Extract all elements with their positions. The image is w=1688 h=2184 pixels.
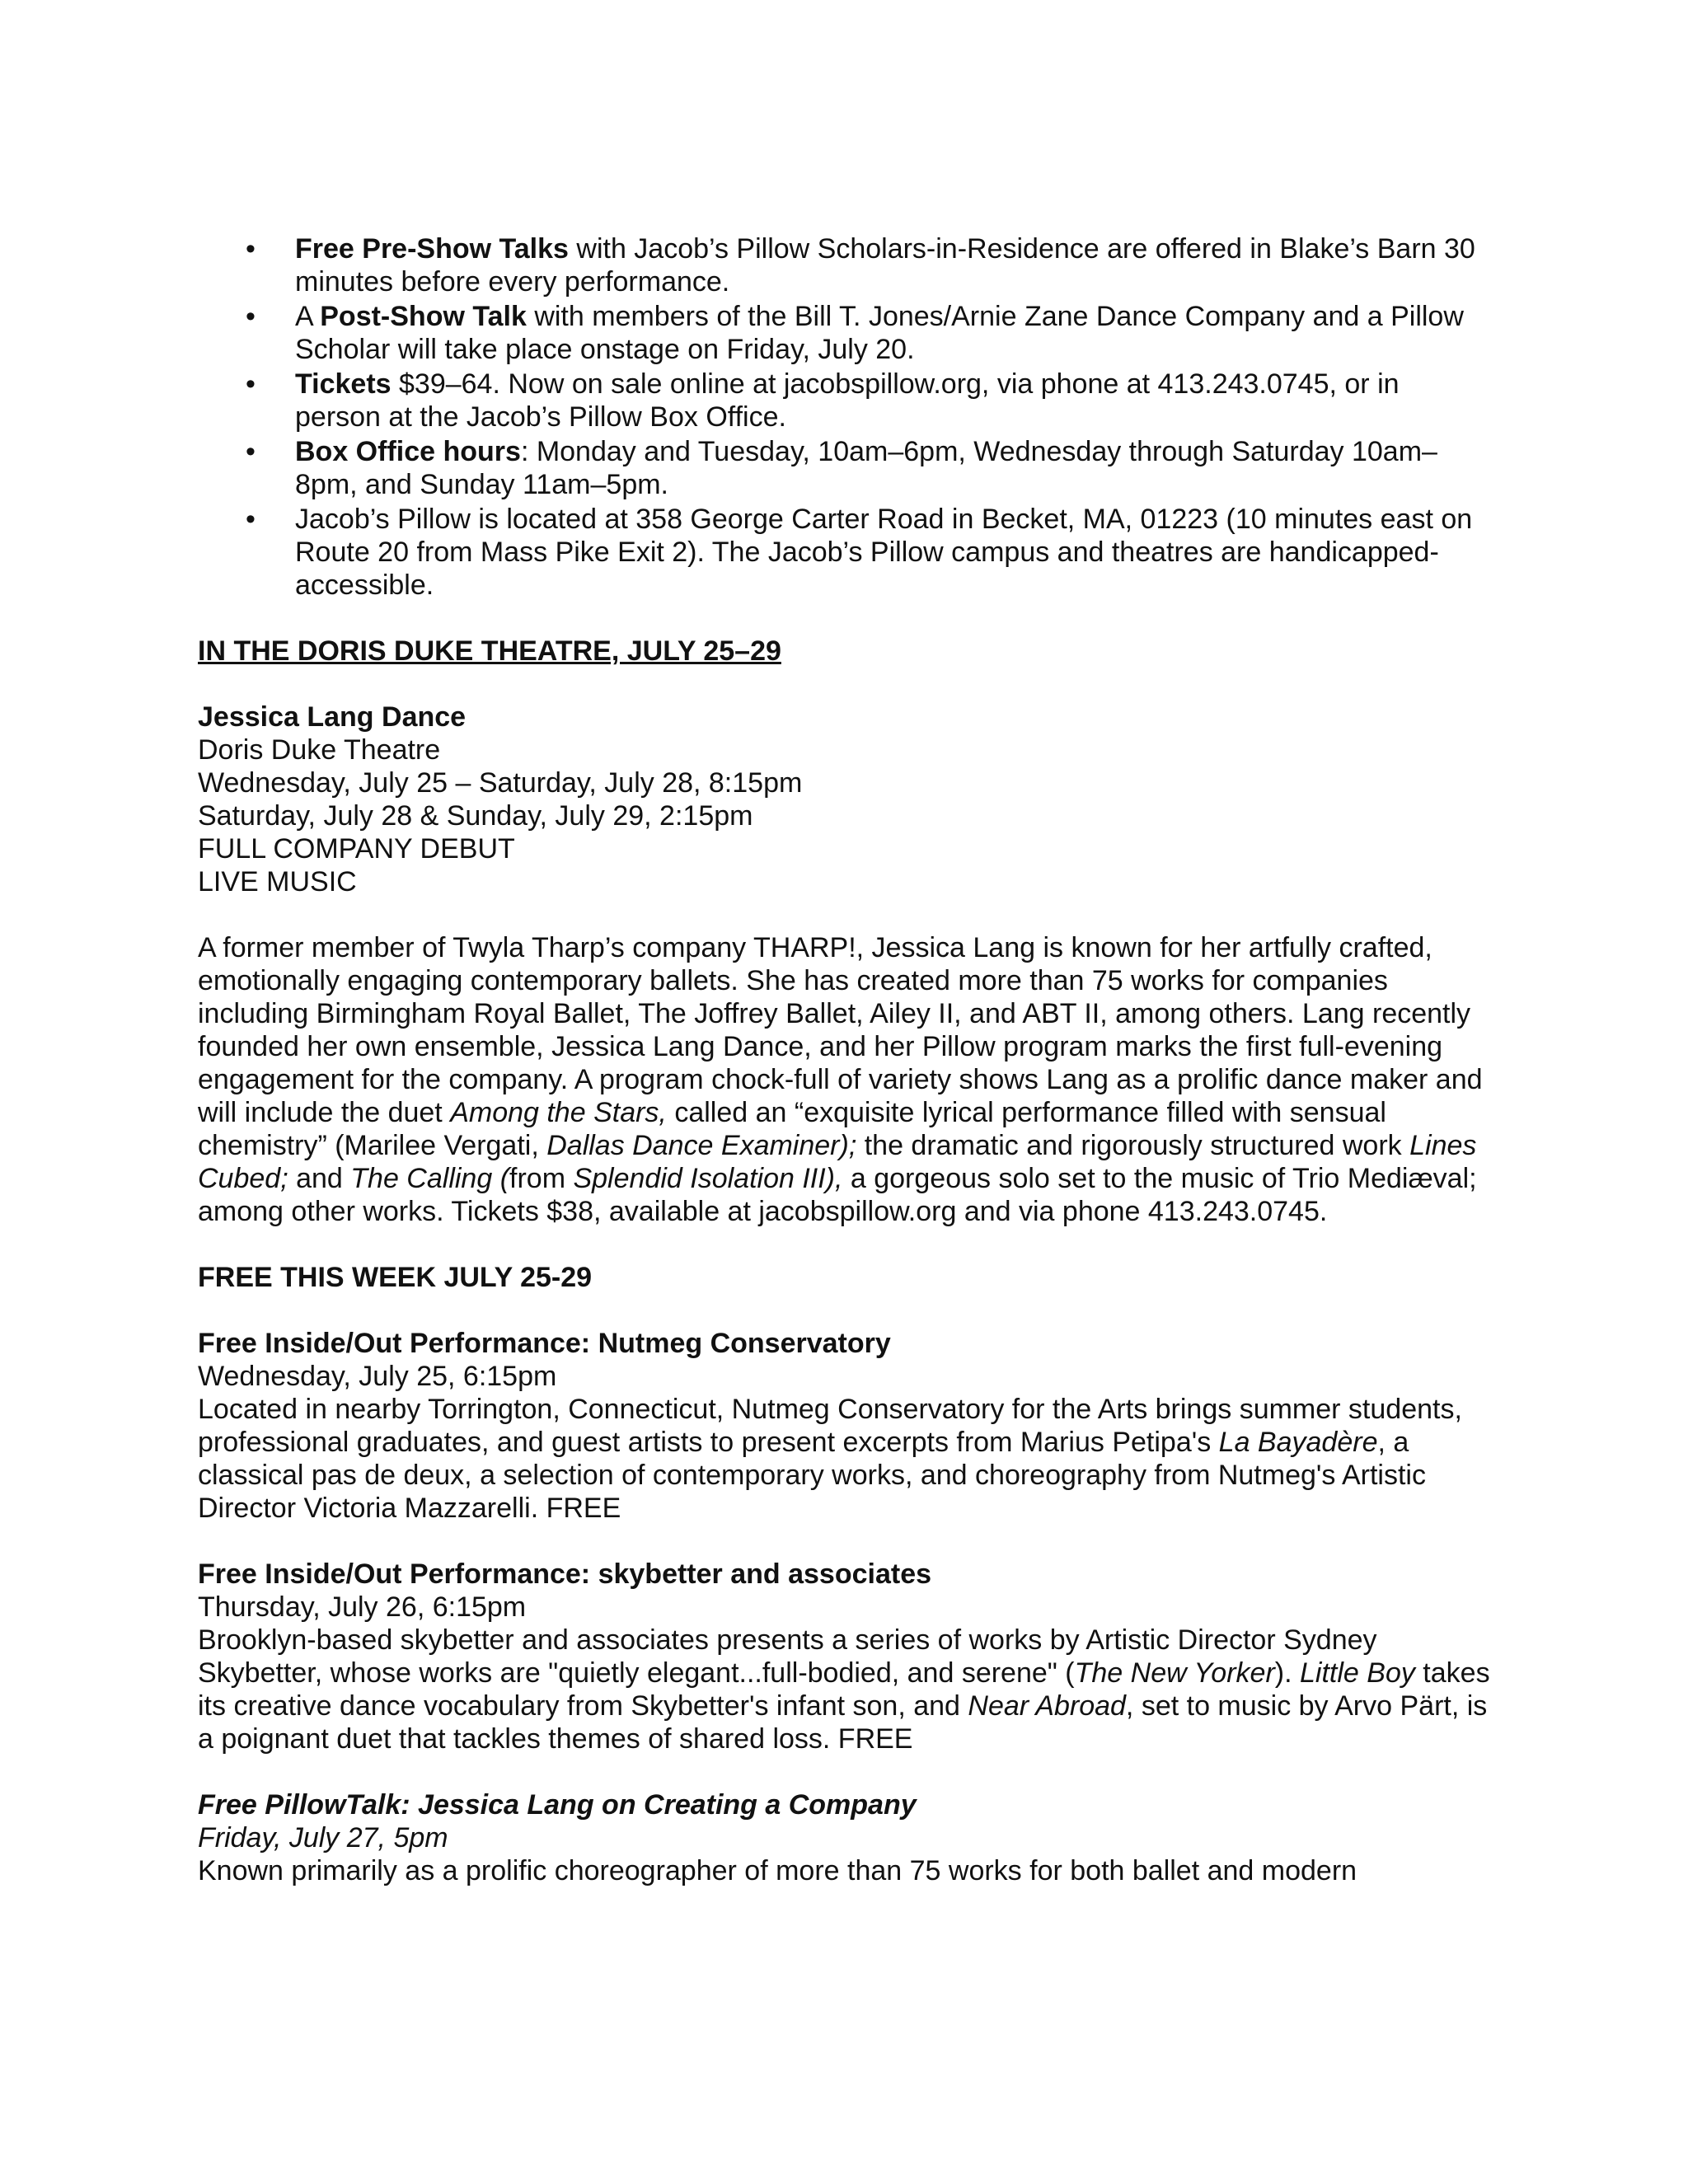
event-dates: Friday, July 27, 5pm: [198, 1822, 448, 1854]
bullet-icon: •: [246, 436, 256, 467]
event-venue: Doris Duke Theatre: [198, 734, 441, 766]
list-item: • A Post-Show Talk with members of the Bill T. Jones/Arnie Zane Dance Company and a Pillow Scholar will take place onstage on Friday, July 20.: [246, 301, 1464, 365]
section-heading-free-week: FREE THIS WEEK JULY 25-29: [198, 1262, 593, 1293]
bullet-icon: •: [246, 368, 256, 400]
event-dates: Saturday, July 28 & Sunday, July 29, 2:15pm: [198, 800, 753, 832]
event-jessica-lang-dance: [198, 701, 1492, 898]
event-dates: Wednesday, July 25, 6:15pm: [198, 1361, 557, 1392]
event-tag: FULL COMPANY DEBUT: [198, 833, 515, 865]
event-tag: LIVE MUSIC: [198, 866, 357, 898]
event-title: Jessica Lang Dance: [198, 701, 467, 733]
event-info-list: [198, 232, 1492, 602]
event-dates: Wednesday, July 25 – Saturday, July 28, 8:15pm: [198, 767, 803, 799]
bullet-icon: •: [246, 301, 256, 332]
event-description: Brooklyn-based skybetter and associates presents a series of works by Artistic Director Sydney Skybetter, whose works are "quietly elegant...full-bodied, and serene" (The New Yorker). Little Boy takes its creative dance vocabulary from Skybetter's infant son, and Near Abroad, set to music by Arvo Pärt, is a poignant duet that tackles themes of shared loss. FREE: [198, 1624, 1490, 1755]
list-item: • Free Pre-Show Talks with Jacob’s Pillow Scholars-in-Residence are offered in Blake’s Barn 30 minutes before every performance.: [246, 233, 1475, 298]
list-item: • Tickets $39–64. Now on sale online at jacobspillow.org, via phone at 413.243.0745, or in person at the Jacob’s Pillow Box Office.: [246, 368, 1400, 433]
event-skybetter: [198, 1558, 1492, 1755]
event-description: Located in nearby Torrington, Connecticut, Nutmeg Conservatory for the Arts brings summer students, professional graduates, and guest artists to present excerpts from Marius Petipa's La Bayadère, a classical pas de deux, a selection of contemporary works, and choreography from Nutmeg's Artistic Director Victoria Mazzarelli. FREE: [198, 1394, 1462, 1524]
event-nutmeg-conservatory: [198, 1327, 1492, 1525]
list-item: • Box Office hours: Monday and Tuesday, 10am–6pm, Wednesday through Saturday 10am–8pm, and Sunday 11am–5pm.: [246, 436, 1437, 500]
list-item: • Jacob’s Pillow is located at 358 George Carter Road in Becket, MA, 01223 (10 minutes east on Route 20 from Mass Pike Exit 2). The Jacob’s Pillow campus and theatres are handicapped-accessible.: [246, 504, 1473, 601]
event-title: Free Inside/Out Performance: skybetter and associates: [198, 1558, 932, 1590]
document-page: [198, 232, 1492, 1887]
bullet-icon: •: [246, 504, 256, 535]
section-heading-doris-duke: IN THE DORIS DUKE THEATRE, JULY 25–29: [198, 635, 781, 667]
event-dates: Thursday, July 26, 6:15pm: [198, 1591, 527, 1623]
event-description: A former member of Twyla Tharp’s company THARP!, Jessica Lang is known for her artfully crafted, emotionally engaging contemporary ballets. She has created more than 75 works for companies including Birmingham Royal Ballet, The Joffrey Ballet, Ailey II, and ABT II, among others. Lang recently founded her own ensemble, Jessica Lang Dance, and her Pillow program marks the first full-evening engagement for the company. A program chock-full of variety shows Lang as a prolific dance maker and will include the duet Among the Stars, called an “exquisite lyrical performance filled with sensual chemistry” (Marilee Vergati, Dallas Dance Examiner); the dramatic and rigorously structured work Lines Cubed; and The Calling (from Splendid Isolation III), a gorgeous solo set to the music of Trio Mediæval; among other works. Tickets $38, available at jacobspillow.org and via phone 413.243.0745.: [198, 932, 1483, 1227]
bullet-icon: •: [246, 233, 256, 265]
event-title: Free PillowTalk: Jessica Lang on Creating a Company: [198, 1789, 917, 1821]
event-pillowtalk: [198, 1788, 1492, 1887]
event-title: Free Inside/Out Performance: Nutmeg Conservatory: [198, 1328, 891, 1359]
event-description: Known primarily as a prolific choreographer of more than 75 works for both ballet and modern: [198, 1855, 1357, 1886]
